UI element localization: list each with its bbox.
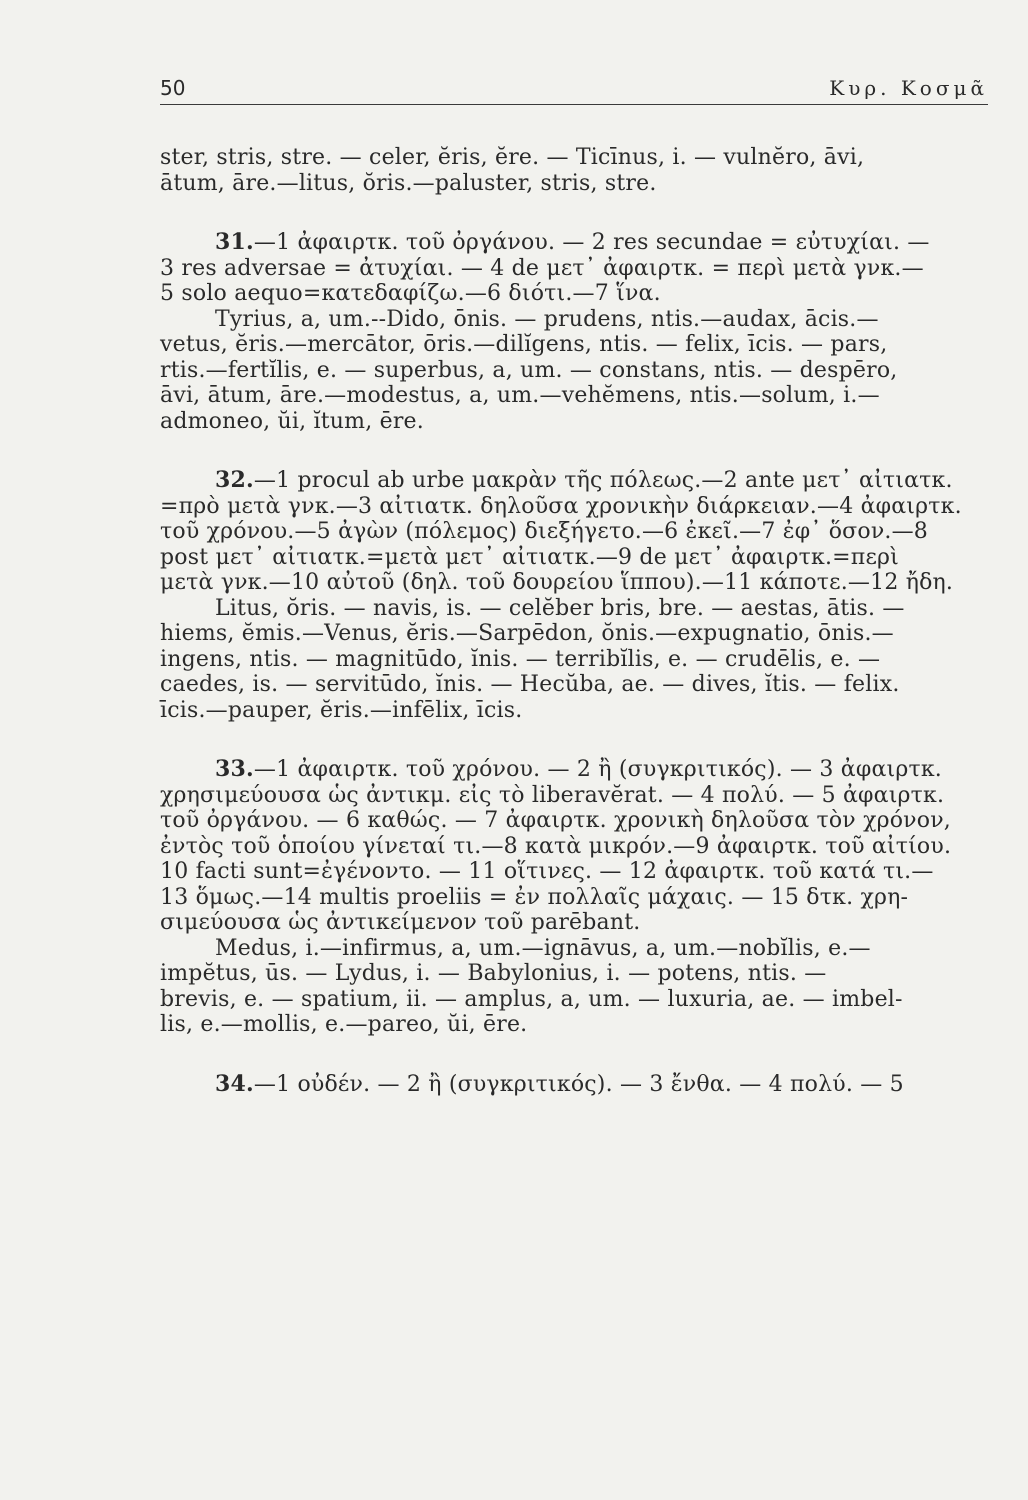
text-line: impĕtus, ūs. — Lydus, i. — Babylonius, i. — potens, ntis. — (160, 961, 827, 986)
text-line: 3 res adversae = ἀτυχίαι. — 4 de μετ᾽ ἀφαιρτκ. = περὶ μετὰ γνκ.— (160, 255, 924, 281)
text-line: —1 ἀφαιρτκ. τοῦ χρόνου. — 2 ἢ (συγκριτικός). — 3 ἀφαιρτκ. (253, 757, 942, 782)
text-line: Litus, ŏris. — navis, is. — celĕber bris, bre. — aestas, ātis. — (215, 595, 905, 621)
paragraph-continuation (160, 145, 988, 196)
text-line: brevis, e. — spatium, ii. — amplus, a, um. — luxuria, ae. — imbel- (160, 986, 903, 1012)
page-number: 50 (160, 76, 186, 100)
exercise-31 (160, 230, 988, 434)
text-line: rtis.—fertĭlis, e. — superbus, a, um. — constans, ntis. — despēro, (160, 357, 898, 383)
text-line: τοῦ ὀργάνου. — 6 καθώς. — 7 ἀφαιρτκ. χρονικὴ δηλοῦσα τὸν χρόνον, (160, 808, 951, 833)
text-line: ātum, āre.—litus, ŏris.—paluster, stris, stre. (160, 170, 657, 196)
text-line: ster, stris, stre. — celer, ĕris, ĕre. — Ticīnus, i. — vulnĕro, āvi, (160, 145, 865, 170)
text-line: Medus, i.—infirmus, a, um.—ignāvus, a, um.—nobĭlis, e.— (215, 935, 871, 961)
exercise-33 (160, 757, 988, 1038)
text-line: caedes, is. — servitūdo, ĭnis. — Hecŭba, ae. — dives, ĭtis. — felix. (160, 672, 900, 697)
text-line: post μετ᾽ αἰτιατκ.=μετὰ μετ᾽ αἰτιατκ.—9 de μετ᾽ ἀφαιρτκ.=περὶ (160, 544, 900, 570)
text-line: lis, e.—mollis, e.—pareo, ŭi, ēre. (160, 1012, 528, 1037)
text-line: —1 ἀφαιρτκ. τοῦ ὀργάνου. — 2 res secundae = εὐτυχίαι. — (253, 230, 930, 255)
text-line: 10 facti sunt=ἐγένοντο. — 11 οἵτινες. — 12 ἀφαιρτκ. τοῦ κατά τι.— (160, 859, 934, 884)
exercise-32 (160, 468, 988, 723)
text-line: 5 solo aequo=κατεδαφίζω.—6 διότι.—7 ἵνα. (160, 281, 661, 306)
text-line: —1 οὐδέν. — 2 ἢ (συγκριτικός). — 3 ἔνθα. — 4 πολύ. — 5 (253, 1071, 904, 1097)
text-line: ingens, ntis. — magnitūdo, ĭnis. — terribĭlis, e. — crudēlis, e. — (160, 646, 881, 672)
text-line: Tyrius, a, um.--Dido, ōnis. — prudens, ntis.—audax, ācis.— (215, 306, 879, 332)
page-header (160, 74, 988, 105)
text-line: 13 ὅμως.—14 multis proeliis = ἐν πολλαῖς μάχαις. — 15 δτκ. χρη- (160, 884, 909, 910)
exercise-number: 32. (215, 467, 254, 493)
body-text (160, 145, 988, 1097)
text-line: μετὰ γνκ.—10 αὐτοῦ (δηλ. τοῦ δουρείου ἵππου).—11 κάποτε.—12 ἤδη. (160, 570, 954, 595)
text-line: hiems, ĕmis.—Venus, ĕris.—Sarpēdon, ŏnis.—expugnatio, ōnis.— (160, 621, 894, 646)
text-line: —1 procul ab urbe μακρὰν τῆς πόλεως.—2 ante μετ᾽ αἰτιατκ. (253, 468, 953, 493)
text-line: vetus, ĕris.—mercātor, ōris.—dilĭgens, ntis. — felix, īcis. — pars, (160, 332, 888, 357)
text-line: āvi, ātum, āre.—modestus, a, um.—vehĕmens, ntis.—solum, i.— (160, 383, 880, 408)
text-line: admoneo, ŭi, ĭtum, ēre. (160, 408, 424, 434)
running-head: Κυρ. Κοσμᾶ (829, 76, 988, 100)
text-line: χρησιμεύουσα ὡς ἀντικμ. εἰς τὸ liberavĕrat. — 4 πολύ. — 5 ἀφαιρτκ. (160, 782, 945, 808)
text-line: σιμεύουσα ὡς ἀντικείμενον τοῦ parēbant. (160, 910, 641, 935)
exercise-number: 31. (215, 229, 254, 255)
text-line: τοῦ χρόνου.—5 ἀγὼν (πόλεμος) διεξήγετο.—6 ἐκεῖ.—7 ἐφ᾽ ὅσον.—8 (160, 519, 928, 544)
exercise-number: 34. (215, 1070, 254, 1097)
exercise-34 (160, 1072, 988, 1098)
exercise-number: 33. (215, 756, 254, 782)
text-line: īcis.—pauper, ĕris.—infēlix, īcis. (160, 697, 523, 723)
text-line: ἐντὸς τοῦ ὁποίου γίνεταί τι.—8 κατὰ μικρόν.—9 ἀφαιρτκ. τοῦ αἰτίου. (160, 833, 952, 859)
text-line: =πρὸ μετὰ γνκ.—3 αἰτιατκ. δηλοῦσα χρονικὴν διάρκειαν.—4 ἀφαιρτκ. (160, 493, 962, 519)
